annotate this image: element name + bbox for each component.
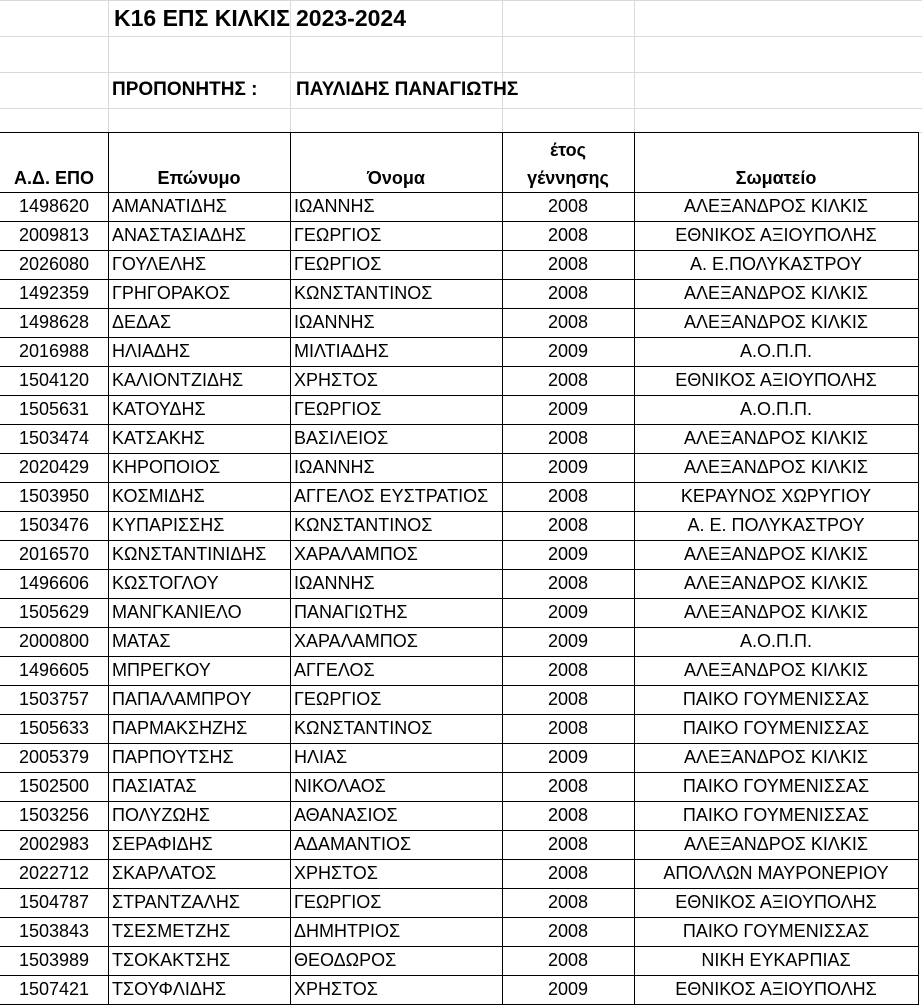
cell-club: ΑΛΕΞΑΝΔΡΟΣ ΚΙΛΚΙΣ xyxy=(683,196,869,216)
cell-year: 2009 xyxy=(547,631,589,651)
cell-club: ΠΑΙΚΟ ΓΟΥΜΕΝΙΣΣΑΣ xyxy=(682,689,870,709)
table-row-border xyxy=(0,917,918,918)
cell-year: 2009 xyxy=(547,602,589,622)
table-border-top xyxy=(0,132,918,133)
cell-id: 1496605 xyxy=(18,660,90,680)
table-column-border xyxy=(634,132,635,1005)
sheet-title: K16 ΕΠΣ ΚΙΛΚΙΣ xyxy=(114,5,290,31)
cell-club: ΑΛΕΞΑΝΔΡΟΣ ΚΙΛΚΙΣ xyxy=(683,457,869,477)
cell-surname: ΠΑΠΑΛΑΜΠΡΟΥ xyxy=(112,689,252,709)
cell-name: ΓΕΩΡΓΙΟΣ xyxy=(294,254,382,274)
cell-year: 2008 xyxy=(547,428,589,448)
cell-surname: ΤΣΟΚΑΚΤΣΗΣ xyxy=(112,950,231,970)
table-column-border xyxy=(108,132,109,1005)
cell-name: ΧΡΗΣΤΟΣ xyxy=(294,370,378,390)
cell-id: 1503843 xyxy=(18,921,90,941)
cell-id: 1505633 xyxy=(18,718,90,738)
header-surname: Επώνυμο xyxy=(157,168,241,188)
cell-year: 2009 xyxy=(547,399,589,419)
header-year-line1: έτος xyxy=(549,140,586,160)
cell-club: ΑΛΕΞΑΝΔΡΟΣ ΚΙΛΚΙΣ xyxy=(683,283,869,303)
cell-club: ΑΛΕΞΑΝΔΡΟΣ ΚΙΛΚΙΣ xyxy=(683,660,869,680)
cell-name: ΑΓΓΕΛΟΣ ΕΥΣΤΡΑΤΙΟΣ xyxy=(294,486,489,506)
cell-id: 1492359 xyxy=(18,283,90,303)
cell-id: 2022712 xyxy=(18,863,90,883)
cell-id: 2026080 xyxy=(18,254,90,274)
cell-year: 2008 xyxy=(547,370,589,390)
table-column-border xyxy=(918,132,919,1005)
cell-club: ΑΛΕΞΑΝΔΡΟΣ ΚΙΛΚΙΣ xyxy=(683,747,869,767)
gridline-vertical xyxy=(634,0,635,132)
cell-club: ΕΘΝΙΚΟΣ ΑΞΙΟΥΠΟΛΗΣ xyxy=(675,892,877,912)
cell-surname: ΣΤΡΑΝΤΖΑΛΗΣ xyxy=(112,892,240,912)
cell-surname: ΤΣΟΥΦΛΙΔΗΣ xyxy=(112,979,227,999)
cell-id: 1498628 xyxy=(18,312,90,332)
cell-club: ΕΘΝΙΚΟΣ ΑΞΙΟΥΠΟΛΗΣ xyxy=(675,225,877,245)
cell-year: 2008 xyxy=(547,718,589,738)
cell-year: 2008 xyxy=(547,834,589,854)
cell-name: ΙΩΑΝΝΗΣ xyxy=(294,457,375,477)
cell-club: Α. Ε.ΠΟΛΥΚΑΣΤΡΟΥ xyxy=(690,254,862,274)
table-row-border xyxy=(0,627,918,628)
cell-name: ΓΕΩΡΓΙΟΣ xyxy=(294,399,382,419)
cell-surname: ΠΑΡΜΑΚΣΗΖΗΣ xyxy=(112,718,248,738)
gridline-vertical xyxy=(290,0,291,132)
cell-name: ΑΔΑΜΑΝΤΙΟΣ xyxy=(294,834,412,854)
cell-surname: ΚΥΠΑΡΙΣΣΗΣ xyxy=(112,515,225,535)
cell-year: 2008 xyxy=(547,312,589,332)
cell-id: 2016570 xyxy=(18,544,90,564)
table-row-border xyxy=(0,395,918,396)
cell-year: 2009 xyxy=(547,341,589,361)
cell-id: 1502500 xyxy=(18,776,90,796)
cell-name: ΚΩΝΣΤΑΝΤΙΝΟΣ xyxy=(294,283,433,303)
cell-name: ΧΡΗΣΤΟΣ xyxy=(294,863,378,883)
cell-surname: ΣΚΑΡΛΑΤΟΣ xyxy=(112,863,217,883)
cell-club: Α. Ε. ΠΟΛΥΚΑΣΤΡΟΥ xyxy=(687,515,865,535)
cell-club: ΑΛΕΞΑΝΔΡΟΣ ΚΙΛΚΙΣ xyxy=(683,428,869,448)
cell-surname: ΤΣΕΣΜΕΤΖΗΣ xyxy=(112,921,231,941)
cell-surname: ΓΡΗΓΟΡΑΚΟΣ xyxy=(112,283,231,303)
cell-id: 1503757 xyxy=(18,689,90,709)
table-row-border xyxy=(0,801,918,802)
cell-year: 2008 xyxy=(547,515,589,535)
cell-name: ΜΙΛΤΙΑΔΗΣ xyxy=(294,341,389,361)
cell-id: 1503950 xyxy=(18,486,90,506)
cell-year: 2009 xyxy=(547,544,589,564)
header-club: Σωματείο xyxy=(735,168,817,188)
cell-year: 2009 xyxy=(547,457,589,477)
table-row-border xyxy=(0,250,918,251)
table-row-border xyxy=(0,540,918,541)
cell-club: ΠΑΙΚΟ ΓΟΥΜΕΝΙΣΣΑΣ xyxy=(682,718,870,738)
cell-year: 2008 xyxy=(547,892,589,912)
gridline-vertical xyxy=(502,0,503,132)
cell-club: ΝΙΚΗ ΕΥΚΑΡΠΙΑΣ xyxy=(701,950,851,970)
cell-year: 2008 xyxy=(547,689,589,709)
cell-surname: ΚΟΣΜΙΔΗΣ xyxy=(112,486,205,506)
cell-name: ΙΩΑΝΝΗΣ xyxy=(294,196,375,216)
table-row-border xyxy=(0,424,918,425)
cell-club: ΑΛΕΞΑΝΔΡΟΣ ΚΙΛΚΙΣ xyxy=(683,602,869,622)
cell-name: ΧΡΗΣΤΟΣ xyxy=(294,979,378,999)
table-row-border xyxy=(0,743,918,744)
cell-club: ΑΠΟΛΛΩΝ ΜΑΥΡΟΝΕΡΙΟΥ xyxy=(663,863,889,883)
cell-year: 2008 xyxy=(547,573,589,593)
coach-name: ΠΑΥΛΙΔΗΣ ΠΑΝΑΓΙΩΤΗΣ xyxy=(296,79,519,100)
cell-year: 2008 xyxy=(547,660,589,680)
table-row-border xyxy=(0,888,918,889)
cell-surname: ΚΑΛΙΟΝΤΖΙΔΗΣ xyxy=(112,370,244,390)
cell-name: ΓΕΩΡΓΙΟΣ xyxy=(294,689,382,709)
table-row-border xyxy=(0,975,918,976)
season-label: 2023-2024 xyxy=(296,5,406,31)
cell-year: 2009 xyxy=(547,979,589,999)
cell-id: 2016988 xyxy=(18,341,90,361)
cell-club: ΚΕΡΑΥΝΟΣ ΧΩΡΥΓΙΟΥ xyxy=(680,486,872,506)
cell-surname: ΚΗΡΟΠΟΙΟΣ xyxy=(112,457,221,477)
cell-surname: ΚΩΝΣΤΑΝΤΙΝΙΔΗΣ xyxy=(112,544,267,564)
cell-name: ΗΛΙΑΣ xyxy=(294,747,348,767)
header-name: Όνομα xyxy=(367,168,425,188)
cell-year: 2008 xyxy=(547,254,589,274)
table-row-border xyxy=(0,308,918,309)
cell-name: ΧΑΡΑΛΑΜΠΟΣ xyxy=(294,631,418,651)
cell-id: 2002983 xyxy=(18,834,90,854)
header-year-line2: γέννησης xyxy=(527,168,609,188)
cell-name: ΑΓΓΕΛΟΣ xyxy=(294,660,375,680)
cell-club: ΑΛΕΞΑΝΔΡΟΣ ΚΙΛΚΙΣ xyxy=(683,312,869,332)
cell-year: 2008 xyxy=(547,225,589,245)
cell-name: ΘΕΟΔΩΡΟΣ xyxy=(294,950,397,970)
cell-surname: ΔΕΔΑΣ xyxy=(112,312,172,332)
cell-surname: ΚΑΤΟΥΔΗΣ xyxy=(112,399,206,419)
cell-year: 2008 xyxy=(547,196,589,216)
cell-id: 1503989 xyxy=(18,950,90,970)
gridline-horizontal xyxy=(0,108,922,109)
table-row-border xyxy=(0,482,918,483)
cell-club: Α.Ο.Π.Π. xyxy=(739,341,812,361)
cell-id: 1504787 xyxy=(18,892,90,912)
cell-name: ΑΘΑΝΑΣΙΟΣ xyxy=(294,805,398,825)
cell-club: ΑΛΕΞΑΝΔΡΟΣ ΚΙΛΚΙΣ xyxy=(683,834,869,854)
table-row-border xyxy=(0,830,918,831)
cell-id: 1498620 xyxy=(18,196,90,216)
gridline-horizontal xyxy=(0,36,922,37)
cell-club: ΕΘΝΙΚΟΣ ΑΞΙΟΥΠΟΛΗΣ xyxy=(675,979,877,999)
cell-club: ΠΑΙΚΟ ΓΟΥΜΕΝΙΣΣΑΣ xyxy=(682,805,870,825)
cell-id: 2000800 xyxy=(18,631,90,651)
cell-surname: ΠΑΡΠΟΥΤΣΗΣ xyxy=(112,747,234,767)
table-border-header xyxy=(0,192,918,193)
gridline-vertical xyxy=(108,0,109,132)
cell-surname: ΓΟΥΛΕΛΗΣ xyxy=(112,254,207,274)
cell-id: 1503256 xyxy=(18,805,90,825)
cell-id: 2020429 xyxy=(18,457,90,477)
cell-id: 1496606 xyxy=(18,573,90,593)
table-row-border xyxy=(0,685,918,686)
cell-name: ΝΙΚΟΛΑΟΣ xyxy=(294,776,386,796)
cell-year: 2008 xyxy=(547,776,589,796)
cell-surname: ΠΟΛΥΖΩΗΣ xyxy=(112,805,210,825)
cell-surname: ΚΩΣΤΟΓΛΟΥ xyxy=(112,573,219,593)
cell-year: 2008 xyxy=(547,486,589,506)
cell-id: 1505629 xyxy=(18,602,90,622)
table-row-border xyxy=(0,714,918,715)
cell-name: ΙΩΑΝΝΗΣ xyxy=(294,312,375,332)
cell-id: 1507421 xyxy=(18,979,90,999)
table-row-border xyxy=(0,221,918,222)
gridline-horizontal xyxy=(0,0,922,1)
cell-year: 2009 xyxy=(547,747,589,767)
table-column-border xyxy=(502,132,503,1005)
cell-name: ΔΗΜΗΤΡΙΟΣ xyxy=(294,921,401,941)
cell-name: ΓΕΩΡΓΙΟΣ xyxy=(294,892,382,912)
cell-name: ΚΩΝΣΤΑΝΤΙΝΟΣ xyxy=(294,515,433,535)
cell-club: ΑΛΕΞΑΝΔΡΟΣ ΚΙΛΚΙΣ xyxy=(683,544,869,564)
header-id: Α.Δ. ΕΠΟ xyxy=(14,168,94,188)
table-row-border xyxy=(0,598,918,599)
cell-year: 2008 xyxy=(547,283,589,303)
cell-club: ΠΑΙΚΟ ΓΟΥΜΕΝΙΣΣΑΣ xyxy=(682,921,870,941)
cell-id: 1504120 xyxy=(18,370,90,390)
cell-club: ΕΘΝΙΚΟΣ ΑΞΙΟΥΠΟΛΗΣ xyxy=(675,370,877,390)
table-row-border xyxy=(0,859,918,860)
cell-club: Α.Ο.Π.Π. xyxy=(739,399,812,419)
cell-id: 1505631 xyxy=(18,399,90,419)
cell-club: ΑΛΕΞΑΝΔΡΟΣ ΚΙΛΚΙΣ xyxy=(683,573,869,593)
table-row-border xyxy=(0,656,918,657)
cell-name: ΠΑΝΑΓΙΩΤΗΣ xyxy=(294,602,408,622)
cell-id: 1503474 xyxy=(18,428,90,448)
table-row-border xyxy=(0,772,918,773)
cell-name: ΙΩΑΝΝΗΣ xyxy=(294,573,375,593)
cell-name: ΧΑΡΑΛΑΜΠΟΣ xyxy=(294,544,418,564)
cell-year: 2008 xyxy=(547,805,589,825)
table-row-border xyxy=(0,946,918,947)
cell-year: 2008 xyxy=(547,921,589,941)
cell-id: 2005379 xyxy=(18,747,90,767)
table-row-border xyxy=(0,279,918,280)
cell-surname: ΠΑΣΙΑΤΑΣ xyxy=(112,776,197,796)
cell-surname: ΑΜΑΝΑΤΙΔΗΣ xyxy=(112,196,227,216)
cell-name: ΚΩΝΣΤΑΝΤΙΝΟΣ xyxy=(294,718,433,738)
table-row-border xyxy=(0,453,918,454)
cell-surname: ΜΑΝΓΚΑΝΙΕΛΟ xyxy=(112,602,242,622)
cell-id: 1503476 xyxy=(18,515,90,535)
table-row-border xyxy=(0,366,918,367)
cell-surname: ΚΑΤΣΑΚΗΣ xyxy=(112,428,205,448)
cell-year: 2008 xyxy=(547,950,589,970)
cell-name: ΒΑΣΙΛΕΙΟΣ xyxy=(294,428,389,448)
cell-year: 2008 xyxy=(547,863,589,883)
cell-surname: ΜΑΤΑΣ xyxy=(112,631,171,651)
cell-surname: ΣΕΡΑΦΙΔΗΣ xyxy=(112,834,213,854)
cell-surname: ΗΛΙΑΔΗΣ xyxy=(112,341,191,361)
coach-label: ΠΡΟΠΟΝΗΤΗΣ : xyxy=(112,79,258,100)
cell-surname: ΜΠΡΕΓΚΟΥ xyxy=(112,660,211,680)
cell-name: ΓΕΩΡΓΙΟΣ xyxy=(294,225,382,245)
gridline-horizontal xyxy=(0,72,922,73)
cell-surname: ΑΝΑΣΤΑΣΙΑΔΗΣ xyxy=(112,225,247,245)
cell-id: 2009813 xyxy=(18,225,90,245)
table-row-border xyxy=(0,337,918,338)
cell-club: Α.Ο.Π.Π. xyxy=(739,631,812,651)
table-column-border xyxy=(290,132,291,1005)
table-row-border xyxy=(0,569,918,570)
cell-club: ΠΑΙΚΟ ΓΟΥΜΕΝΙΣΣΑΣ xyxy=(682,776,870,796)
table-row-border xyxy=(0,511,918,512)
